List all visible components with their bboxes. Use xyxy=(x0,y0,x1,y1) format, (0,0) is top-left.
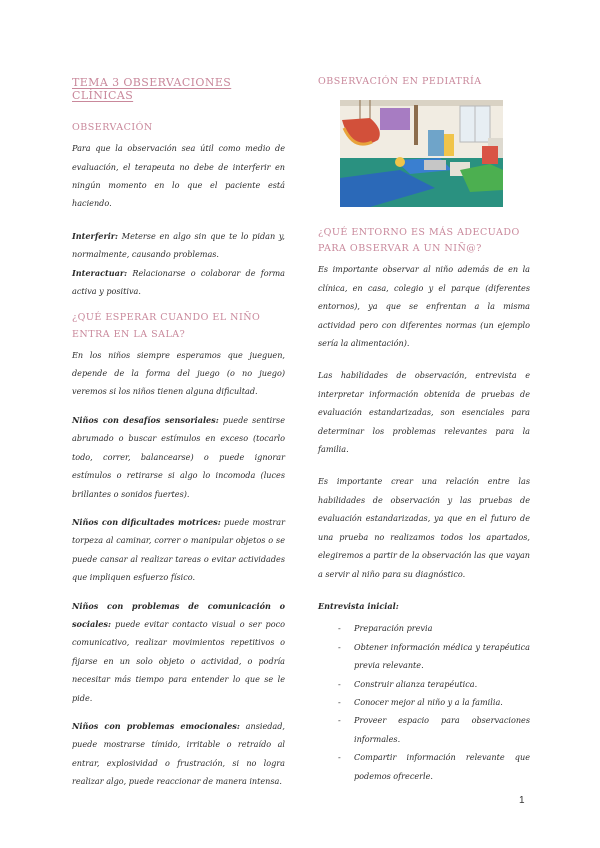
text-comunicacion: puede evitar contacto visual o ser poco comunicativo, realizar movimientos repetitivos o fijarse en un solo objeto o actividad, o podría necesitar más tiempo para entender lo que se le pide. xyxy=(72,618,285,703)
left-column xyxy=(72,76,285,791)
heading-observacion: OBSERVACIÓN xyxy=(72,122,153,133)
right-column xyxy=(318,74,530,785)
paragraph-observacion: Para que la observación sea útil como medio de evaluación, el terapeuta no debe de interferir en ningún momento en lo que el paciente está haciendo. xyxy=(72,143,285,209)
list-item: - Proveer espacio para observaciones informales. xyxy=(318,711,530,748)
definition-interferir-text: Meterse en algo sin que te lo pidan y, normalmente, causando problemas. xyxy=(72,230,285,260)
therapy-room-photo xyxy=(340,100,503,207)
paragraph-comunicacion xyxy=(72,597,285,707)
definition-interactuar-text: Relacionarse o colaborar de forma activa y positiva. xyxy=(72,267,285,296)
term-comunicacion: Niños con problemas de comunicación o sociales: xyxy=(72,600,285,629)
list-item: - Construir alianza terapéutica. xyxy=(318,675,530,693)
term-interferir: Interferir: xyxy=(72,230,119,241)
page-title: TEMA 3 OBSERVACIONES CLÍNICAS xyxy=(72,76,232,102)
text-motrices: puede mostrar torpeza al caminar, correr o manipular objetos o se puede cansar al realizar tareas o evitar actividades que impliquen esfuerzo físico. xyxy=(72,516,285,583)
definition-interferir xyxy=(72,227,285,264)
entrevista-title: Entrevista inicial: xyxy=(318,600,399,611)
paragraph-relacion: Es importante crear una relación entre las habilidades de observación y las pruebas de evaluación estandarizadas, ya que en el futuro de una prueba no realizamos todos los apartados, elegiremos a partir de la observación las que vayan a servir al niño para su diagnóstico. xyxy=(318,476,530,579)
paragraph-emocionales xyxy=(72,717,285,791)
paragraph-sensoriales xyxy=(72,411,285,503)
therapy-room-illustration xyxy=(340,100,503,207)
paragraph-motrices xyxy=(72,513,285,587)
entrevista-list xyxy=(318,619,530,785)
term-motrices: Niños con dificultades motrices: xyxy=(72,516,221,527)
heading-pediatria: OBSERVACIÓN EN PEDIATRÍA xyxy=(318,76,482,87)
text-sensoriales: puede sentirse abrumado o buscar estímulos en exceso (tocarlo todo, correr, balancearse) o puede ignorar estímulos o retirarse si algo lo incomoda (luces brillantes o sonidos fuertes). xyxy=(72,414,285,499)
page-number: 1 xyxy=(519,795,525,806)
term-emocionales: Niños con problemas emocionales: xyxy=(72,720,240,731)
definition-interactuar xyxy=(72,264,285,301)
heading-entorno: ¿QUÉ ENTORNO ES MÁS ADECUADO PARA OBSERVAR A UN NIÑ@? xyxy=(318,227,520,255)
list-item: - Obtener información médica y terapéutica previa relevante. xyxy=(318,638,530,675)
paragraph-habilidades: Las habilidades de observación, entrevista e interpretar información obtenida de pruebas de evaluación estandarizadas, son esenciales para determinar los problemas relevantes para la familia. xyxy=(318,370,530,455)
list-item: - Preparación previa xyxy=(318,619,530,637)
term-interactuar: Interactuar: xyxy=(72,267,128,278)
list-item: - Compartir información relevante que podemos ofrecerle. xyxy=(318,748,530,785)
paragraph-que-esperar: En los niños siempre esperamos que jueguen, depende de la forma del juego (o no juego) veremos si los niños tienen alguna dificultad. xyxy=(72,349,285,397)
term-sensoriales: Niños con desafíos sensoriales: xyxy=(72,414,219,425)
heading-que-esperar: ¿QUÉ ESPERAR CUANDO EL NIÑO ENTRA EN LA SALA? xyxy=(72,312,261,340)
text-emocionales: ansiedad, puede mostrarse tímido, irritable o retraído al entrar, explosividad o frustración, si no logra realizar algo, puede reaccionar de manera intensa. xyxy=(72,720,285,787)
list-item: - Conocer mejor al niño y a la familia. xyxy=(318,693,530,711)
paragraph-entorno: Es importante observar al niño además de en la clínica, en casa, colegio y el parque (diferentes entornos), ya que se enfrentan a la misma actividad pero con diferentes normas (un ejemplo sería la alimentación). xyxy=(318,264,530,349)
heading-entrevista xyxy=(318,597,530,615)
